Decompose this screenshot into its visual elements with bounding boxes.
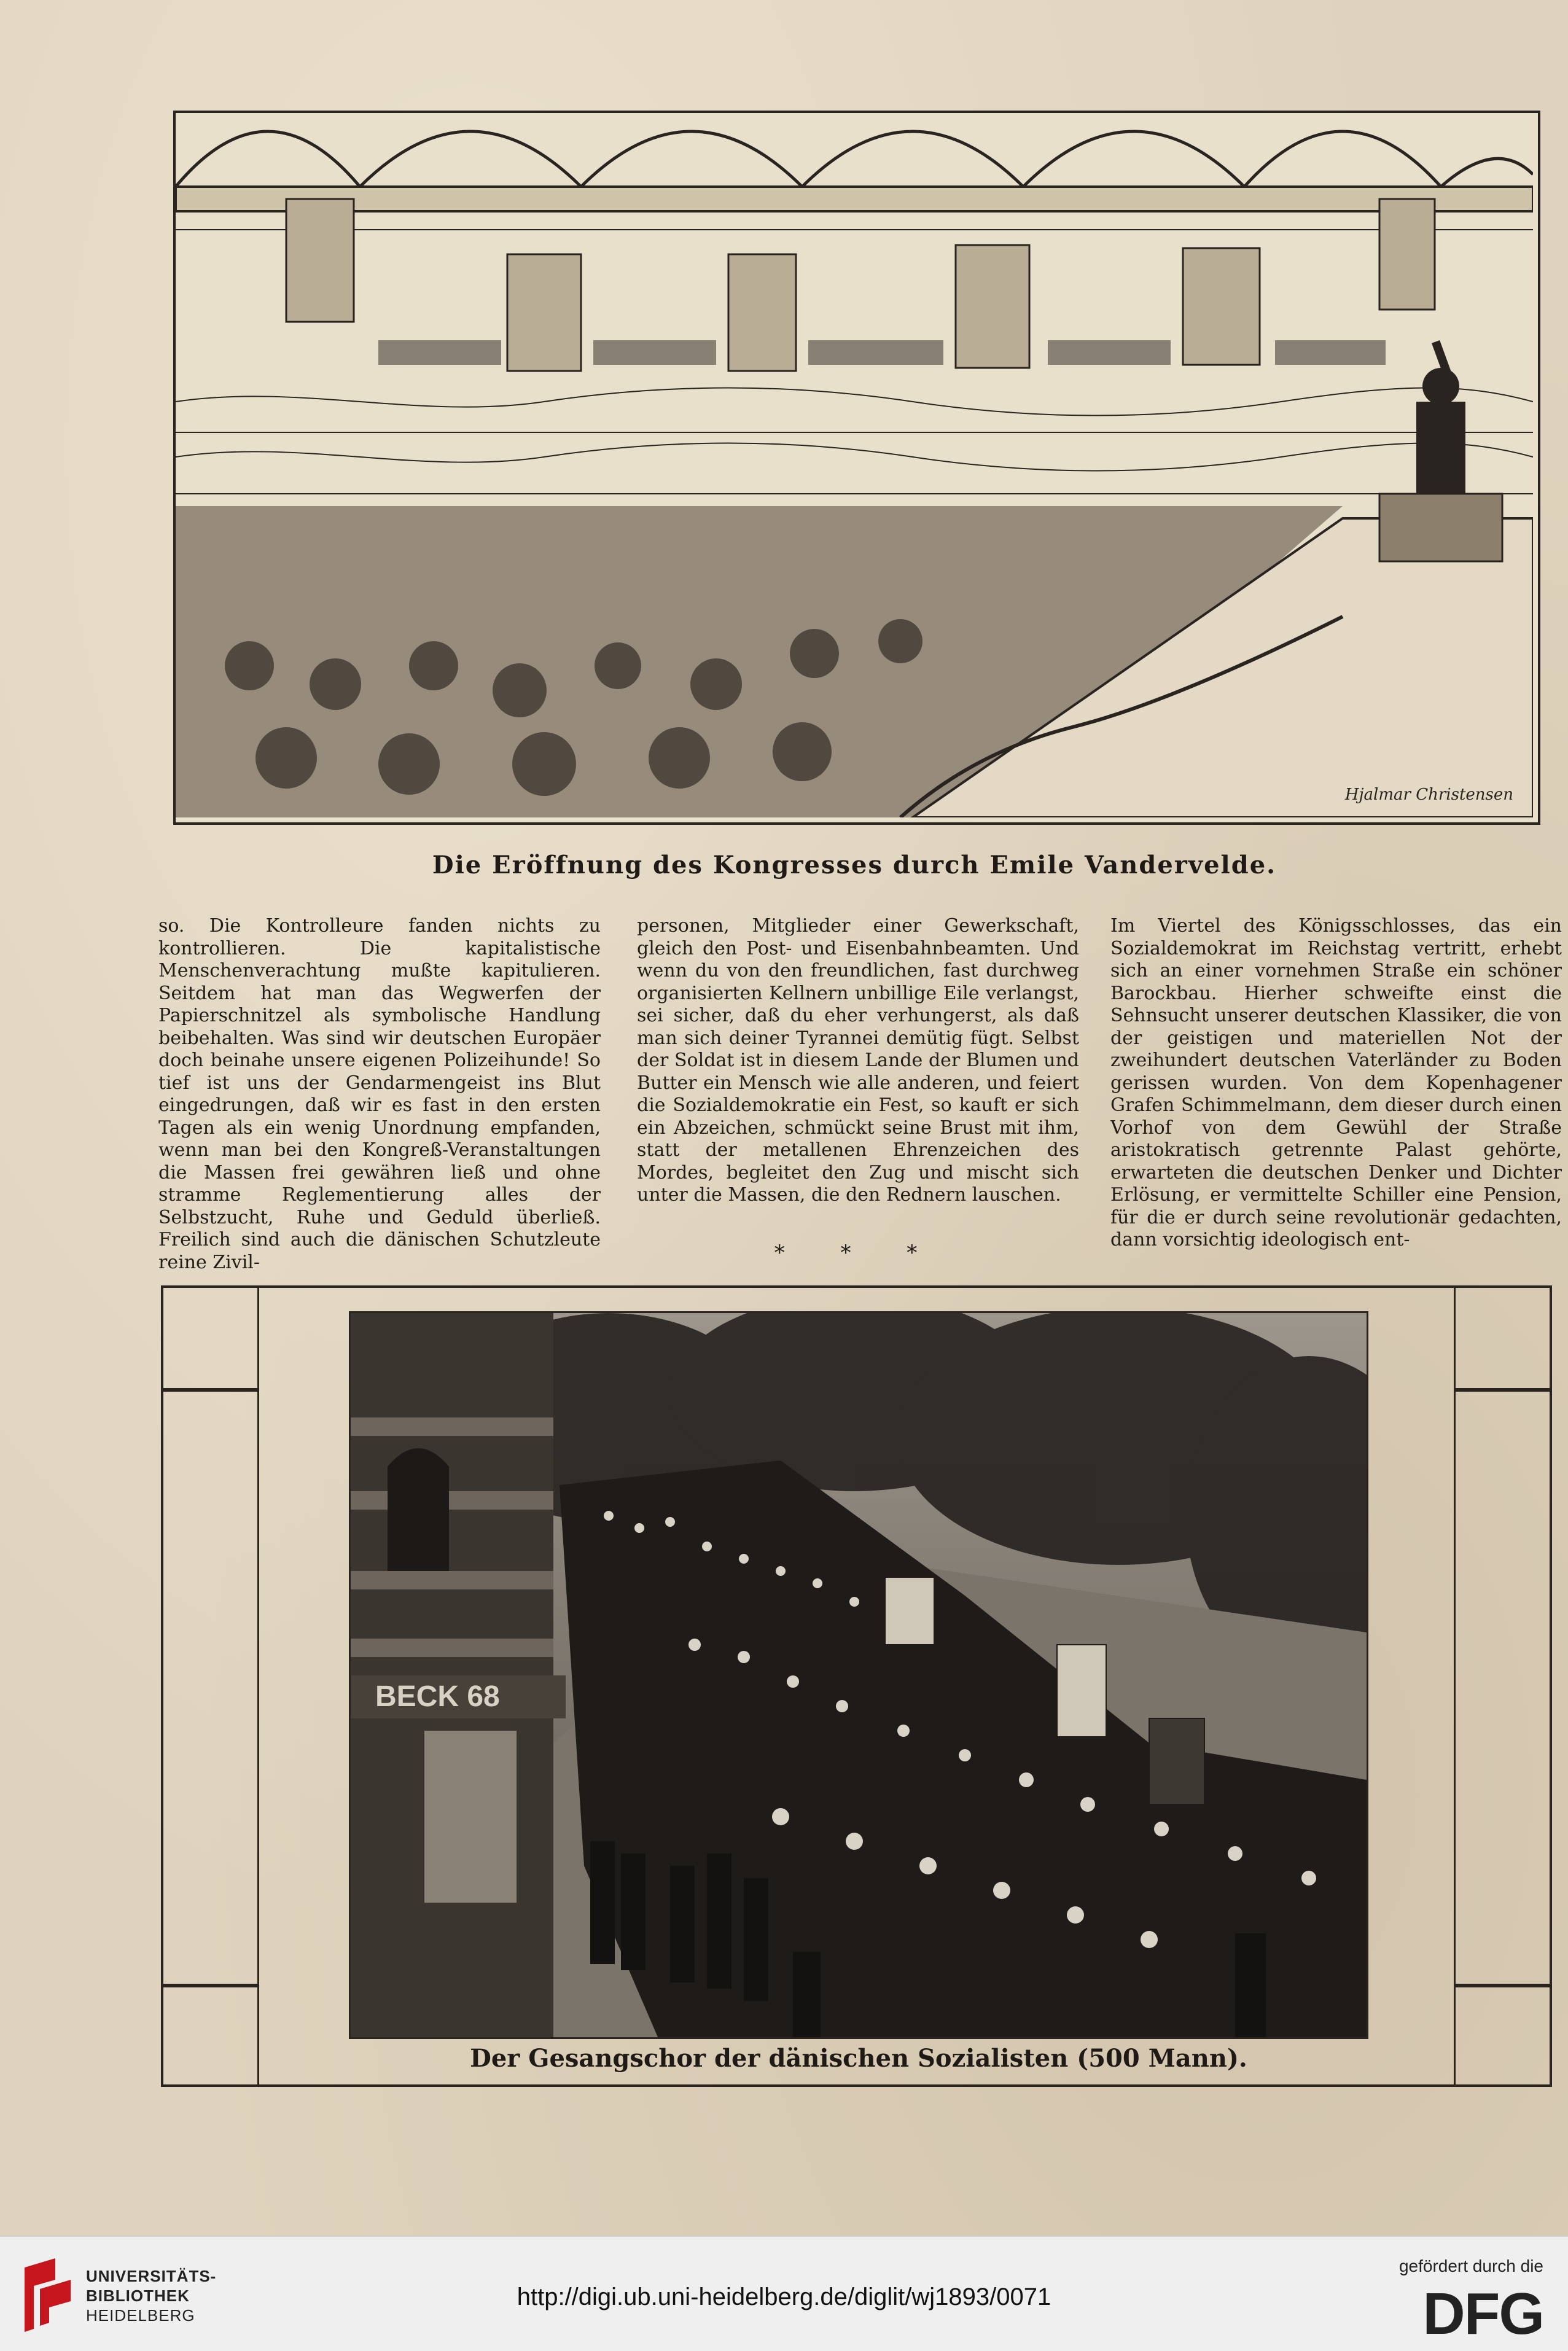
article-column-1 (158, 915, 601, 1277)
congress-engraving (173, 111, 1540, 825)
frame-ornament-box (161, 1390, 259, 1986)
column-text: Im Viertel des Königsschlosses, das ein Sozialdemokrat im Reichstag vertritt, erhebt sich an einer vornehmen Straße ein schöner Barockbau. Hierher schweifte einst die Sehnsucht unserer deutschen Klassiker, die von der geistigen und materiellen Not der zweihundert deutschen Vaterländer zu Boden gerissen wurden. Von dem Kopenhagener Grafen Schimmelmann, dem dieser durch einen Vorhof von dem Gewühl der Straße aristokratisch getrennte Palast gehörte, erwarteten die deutschen Denker und Dichter Erlösung, er vermittelte Schiller eine Pension, für die er durch seine revolutionär gedachten, dann vorsichtig ideologisch ent- (1110, 915, 1562, 1250)
article-column-2 (637, 915, 1079, 1277)
funding-label: gefördert durch die (1398, 2256, 1543, 2275)
frame-ornament-box (1454, 1986, 1552, 2087)
shop-sign: BECK 68 (375, 1680, 500, 1713)
frame-ornament-box (1454, 1390, 1552, 1986)
engraving-signature: Hjalmar Christensen (1344, 786, 1513, 804)
library-name-line: BIBLIOTHEK (86, 2287, 190, 2305)
frame-ornament-box (1454, 1285, 1552, 1390)
article-column-3 (1110, 915, 1562, 1277)
dfg-logo: DFG (1422, 2281, 1543, 2347)
choir-photograph (349, 1311, 1368, 2039)
library-name-line: HEIDELBERG (86, 2306, 195, 2325)
digitization-footer (0, 2236, 1568, 2351)
engraving-congress-hall-icon (176, 113, 1533, 817)
column-text: personen, Mitglieder einer Gewerkschaft, gleich den Post- und Eisenbahnbeamten. Und wenn du von den freundlichen, fast durchweg organisierten Kellnern unbillige Eile verlangst, sei sicher, daß du eher verhungerst, als daß man sich deiner Tyrannei demütig fügt. Selbst der Soldat ist in diesem Lande der Blumen und Butter ein Mensch wie alle anderen, und feiert die Sozialdemokratie ein Fest, so kauft er sich ein Abzeichen, schmückt seine Brust mit ihm, statt der metallenen Ehrenzeichen des Mordes, begleitet den Zug und mischt sich unter die Massen, die den Rednern lauschen. (637, 915, 1079, 1206)
permalink-url[interactable]: http://digi.ub.uni-heidelberg.de/diglit/wj1893/0071 (517, 2283, 1051, 2310)
column-text: so. Die Kontrolleure fanden nichts zu kontrollieren. Die kapitalistische Menschenverachtung mußte kapitulieren. Seitdem hat man das Wegwerfen der Papierschnitzel als symbolische Handlung beibehalten. Was sind wir deutschen Europäer doch beinahe unsere eigenen Polizeihunde! So tief ist uns der Gendarmengeist ins Blut eingedrungen, daß wir es fast in den ersten Tagen als ein wenig Unordnung empfanden, wenn man bei den Kongreß-Veranstaltungen die Massen frei gewähren ließ und ohne stramme Reglementierung alles der Selbstzucht, Ruhe und Geduld überließ. Freilich sind auch die dänischen Schutzleute reine Zivil- (158, 915, 601, 1273)
section-break: * * * (774, 1241, 942, 1265)
top-illustration-caption: Die Eröffnung des Kongresses durch Emile Vandervelde. (432, 851, 1277, 879)
photo-choir-procession-icon (351, 1313, 1367, 2037)
frame-ornament-box (161, 1285, 259, 1390)
frame-ornament-box (161, 1986, 259, 2087)
photo-caption: Der Gesangschor der dänischen Sozialisten (500 Mann). (470, 2044, 1247, 2073)
library-name-line: UNIVERSITÄTS- (86, 2267, 217, 2285)
